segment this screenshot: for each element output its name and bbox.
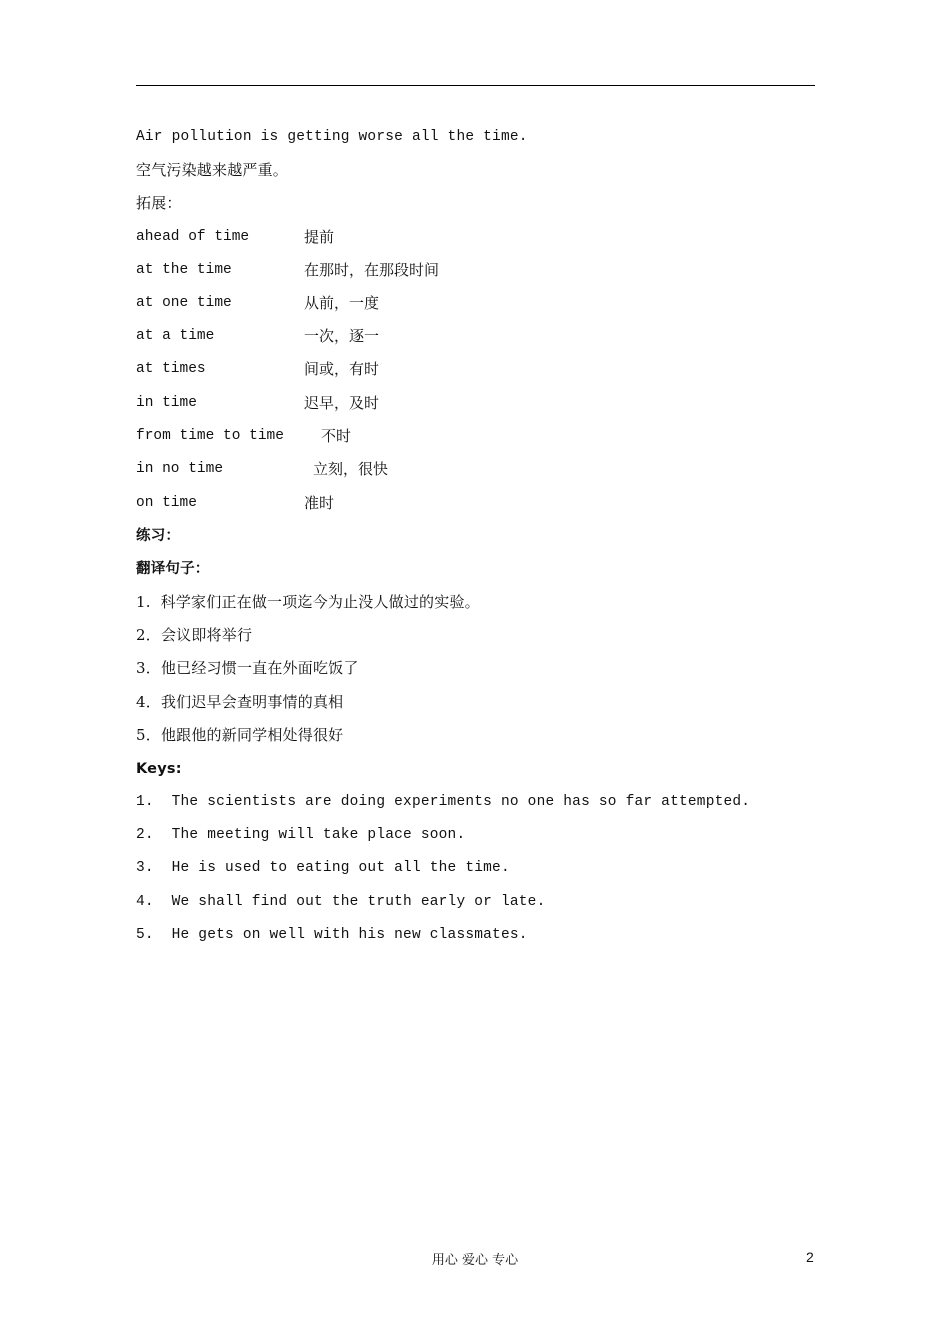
key-item: 5. He gets on well with his new classmates. bbox=[136, 927, 528, 943]
phrase-term: at times bbox=[136, 361, 206, 377]
phrase-term: ahead of time bbox=[136, 229, 250, 245]
exercise-item: 5．他跟他的新同学相处得很好 bbox=[136, 726, 344, 744]
phrase-meaning: 准时 bbox=[304, 494, 335, 512]
header-rule bbox=[136, 85, 815, 86]
key-item: 4. We shall find out the truth early or late. bbox=[136, 894, 546, 910]
extension-heading: 拓展： bbox=[136, 194, 182, 212]
phrase-term: from time to time bbox=[136, 428, 284, 444]
phrase-meaning: 间或，有时 bbox=[304, 360, 380, 378]
phrase-meaning: 迟早，及时 bbox=[304, 394, 380, 412]
phrase-term: on time bbox=[136, 495, 197, 511]
phrase-meaning: 立刻，很快 bbox=[313, 460, 389, 478]
phrase-term: in no time bbox=[136, 461, 224, 477]
exercise-item: 4．我们迟早会查明事情的真相 bbox=[136, 693, 344, 711]
phrase-term: at the time bbox=[136, 262, 232, 278]
phrase-term: in time bbox=[136, 395, 197, 411]
phrase-meaning: 在那时，在那段时间 bbox=[304, 261, 440, 279]
example-sentence-en: Air pollution is getting worse all the time. bbox=[136, 129, 528, 145]
phrase-meaning: 从前，一度 bbox=[304, 294, 380, 312]
footer-text: 用心 爱心 专心 bbox=[431, 1253, 519, 1268]
exercise-heading: 练习： bbox=[136, 528, 181, 544]
example-sentence-zh: 空气污染越来越严重。 bbox=[136, 161, 289, 179]
keys-heading: Keys: bbox=[136, 761, 182, 777]
phrase-term: at one time bbox=[136, 295, 232, 311]
key-item: 3. He is used to eating out all the time. bbox=[136, 860, 510, 876]
translation-heading: 翻译句子： bbox=[136, 561, 210, 577]
phrase-term: at a time bbox=[136, 328, 215, 344]
exercise-item: 2．会议即将举行 bbox=[136, 626, 253, 644]
exercise-item: 3．他已经习惯一直在外面吃饭了 bbox=[136, 659, 359, 677]
page-number: 2 bbox=[806, 1249, 814, 1265]
phrase-meaning: 提前 bbox=[304, 228, 335, 246]
key-item: 1. The scientists are doing experiments no one has so far attempted. bbox=[136, 794, 751, 810]
phrase-meaning: 不时 bbox=[321, 427, 352, 445]
exercise-item: 1. 科学家们正在做一项迄今为止没人做过的实验。 bbox=[136, 593, 480, 611]
key-item: 2. The meeting will take place soon. bbox=[136, 827, 466, 843]
phrase-meaning: 一次，逐一 bbox=[304, 327, 380, 345]
